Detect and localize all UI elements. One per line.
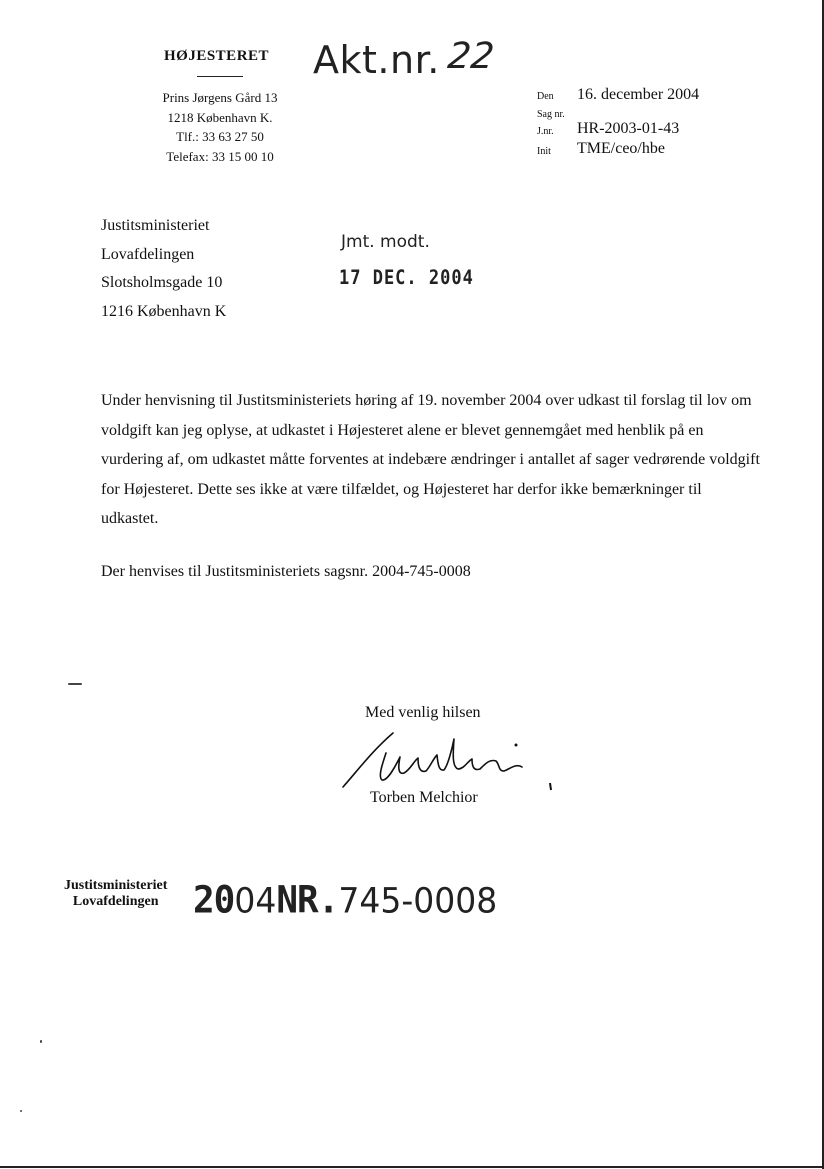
akt-nr-handwritten-number: 22 — [445, 36, 496, 77]
closing-greeting: Med venlig hilsen — [365, 704, 481, 721]
recipient-line: Lovafdelingen — [101, 246, 195, 263]
received-stamp-date: 17 DEC. 2004 — [339, 266, 474, 290]
date-label: Den — [537, 91, 554, 102]
scan-speck — [68, 683, 82, 685]
court-address — [140, 88, 300, 166]
scan-speck — [40, 1040, 42, 1043]
ministry-stamp-org — [64, 878, 167, 910]
case-reference-line: Der henvises til Justitsministeriets sagsnr. 2004-745-0008 — [101, 563, 471, 580]
address-city: 1218 København K. — [167, 109, 273, 125]
ministry-stamp-line2: Lovafdelingen — [72, 894, 159, 909]
scan-edge-bottom — [0, 1166, 824, 1168]
handwritten-signature — [338, 725, 568, 795]
case-number-label: Sag nr. — [537, 109, 565, 120]
address-phone: Tlf.: 33 63 27 50 — [176, 129, 264, 144]
ministry-stamp-number — [193, 879, 497, 922]
journal-number-label: J.nr. — [537, 126, 554, 137]
recipient-line: 1216 København K — [101, 303, 227, 320]
journal-number-value: HR-2003-01-43 — [577, 120, 680, 137]
initials-value: TME/ceo/hbe — [577, 140, 665, 157]
ministry-stamp-line1: Justitsministeriet — [64, 878, 168, 893]
stamp-number-handwritten: 745-0008 — [338, 880, 498, 921]
received-stamp-label: Jmt. modt. — [341, 232, 430, 252]
scan-speck — [20, 1110, 22, 1112]
akt-nr-stamp-label: Akt.nr. — [313, 38, 440, 82]
court-name: HØJESTERET — [164, 48, 270, 64]
body-paragraph: Under henvisning til Justitsministeriets høring af 19. november 2004 over udkast til forslag til lov om voldgift kan jeg oplyse, at udkastet i Højesteret alene er blevet gennemgået med henblik på en vurdering af, om udkastet måtte forventes at indebære ændringer i antallet af sager vedrørende voldgift for Højesteret. Dette ses ikke at være tilfældet, og Højesteret har derfor ikke bemærkninger til udkastet. — [101, 392, 760, 527]
signer-name: Torben Melchior — [370, 789, 478, 806]
stamp-number-printed: 20 — [193, 878, 235, 923]
stamp-number-printed: NR. — [276, 878, 339, 923]
recipient-line: Slotsholmsgade 10 — [101, 274, 223, 291]
address-fax: Telefax: 33 15 00 10 — [166, 148, 274, 164]
date-value: 16. december 2004 — [577, 86, 700, 103]
address-street: Prins Jørgens Gård 13 — [162, 90, 278, 105]
recipient-line: Justitsministeriet — [101, 217, 210, 234]
stamp-number-handwritten: 04 — [234, 880, 277, 921]
initials-label: Init — [537, 146, 551, 157]
court-name-underline — [197, 76, 243, 77]
